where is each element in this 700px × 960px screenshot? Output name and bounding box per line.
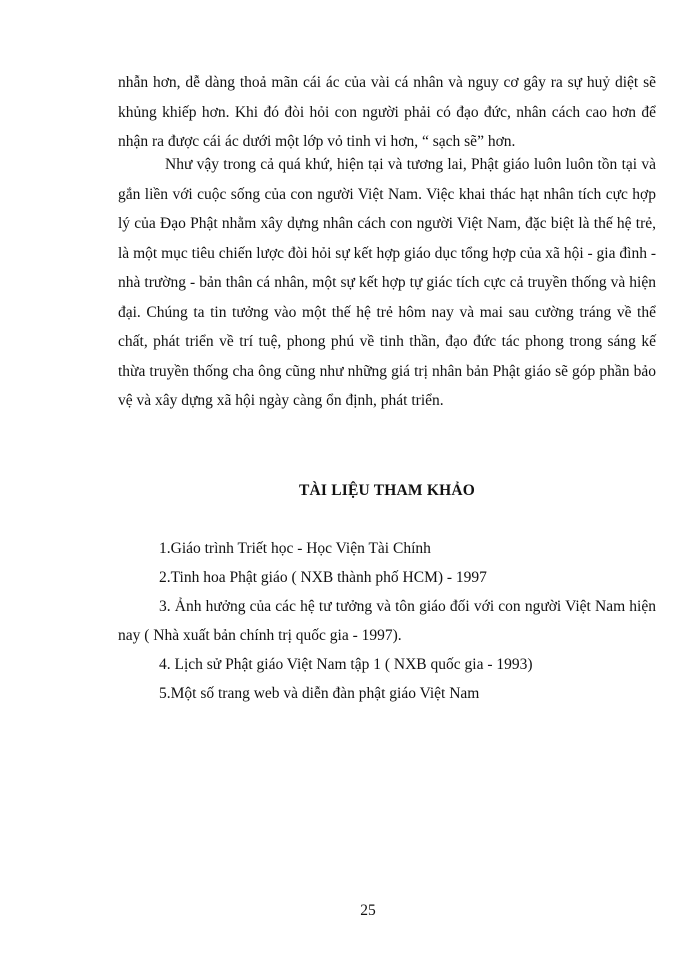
page-number: 25 (360, 902, 376, 919)
reference-item-5: 5.Một số trang web và diễn đàn phật giáo Việt Nam (159, 685, 480, 702)
reference-item-4: 4. Lịch sử Phật giáo Việt Nam tập 1 ( NXB quốc gia - 1993) (159, 656, 533, 673)
references-list (118, 534, 656, 708)
body-paragraph-conclusion (118, 150, 656, 416)
paragraph-1: nhẫn hơn, dễ dàng thoả mãn cái ác của vài cá nhân và nguy cơ gây ra sự huỷ diệt sẽ khủng khiếp hơn. Khi đó đòi hỏi con người phải có đạo đức, nhân cách cao hơn để nhận ra được cái ác dưới một lớp vỏ tinh vi hơn, “ sạch sẽ” hơn. (118, 74, 656, 150)
body-paragraph-continuation (118, 68, 656, 157)
paragraph-2: Như vậy trong cả quá khứ, hiện tại và tương lai, Phật giáo luôn luôn tồn tại và gắn liền với cuộc sống của con người Việt Nam. Việc khai thác hạt nhân tích cực hợp lý của Đạo Phật nhằm xây dựng nhân cách con người Việt Nam, đặc biệt là thế hệ trẻ, là một mục tiêu chiến lược đòi hỏi sự kết hợp giáo dục tổng hợp của xã hội - gia đình - nhà trường - bản thân cá nhân, một sự kết hợp tự giác tích cực cả truyền thống và hiện đại. Chúng ta tin tưởng vào một thế hệ trẻ hôm nay và mai sau cường tráng về thể chất, phát triển về trí tuệ, phong phú về tinh thần, đạo đức tác phong trong sáng kế thừa truyền thống cha ông cũng như những giá trị nhân bản Phật giáo sẽ góp phần bảo vệ và xây dựng xã hội ngày càng ổn định, phát triển. (118, 156, 656, 409)
reference-item-3: 3. Ảnh hưởng của các hệ tư tưởng và tôn giáo đối với con người Việt Nam hiện nay ( Nhà xuất bản chính trị quốc gia - 1997). (118, 598, 656, 644)
references-heading: TÀI LIỆU THAM KHẢO (299, 482, 475, 499)
reference-item-2: 2.Tinh hoa Phật giáo ( NXB thành phố HCM) - 1997 (159, 569, 487, 586)
reference-item-1: 1.Giáo trình Triết học - Học Viện Tài Chính (159, 540, 431, 557)
